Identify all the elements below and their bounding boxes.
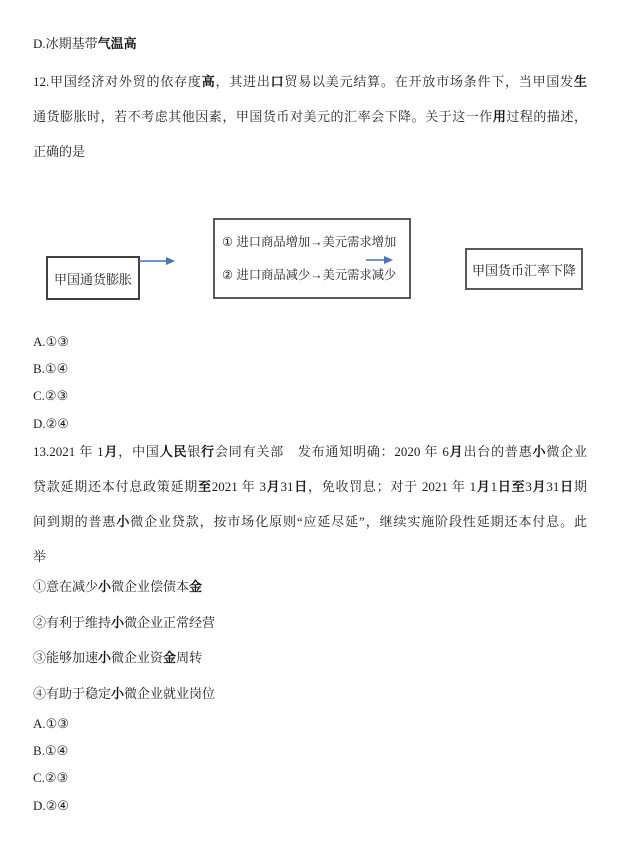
flow-diagram	[0, 195, 620, 320]
prev-question-option-d: D.冰期基带气温高	[33, 36, 137, 51]
question-13-stem	[33, 434, 587, 574]
q13-option-a: A.①③	[33, 715, 69, 731]
exchange-rate-box	[465, 248, 583, 290]
q13-stem-line-3: 间到期的普惠小微企业贷款，按市场化原则“应延尽延”，继续实施阶段性延期还本付息。此	[33, 514, 587, 529]
question-12-stem	[33, 64, 587, 169]
question-13-items	[33, 569, 587, 712]
q13-item-1: ①意在减少小微企业偿债本金	[33, 579, 203, 594]
q12-stem-line-3: 正确的是	[33, 144, 86, 159]
q12-option-d: D.②④	[33, 415, 69, 431]
q13-item-4: ④有助于稳定小微企业就业岗位	[33, 686, 216, 702]
mechanism-line-2: ② 进口商品减少→美元需求减少	[222, 267, 397, 282]
mechanism-line-1: ① 进口商品增加→美元需求增加	[222, 234, 397, 249]
q12-option-b: B.①④	[33, 360, 69, 376]
q13-item-3: ③能够加速小微企业资金周转	[33, 650, 203, 666]
q13-item-2: ②有利于维持小微企业正常经营	[33, 614, 216, 630]
q12-stem-line-2: 通货膨胀时，若不考虑其他因素，甲国货币对美元的汇率会下降。关于这一作用过程的描述，	[33, 109, 587, 124]
right-arrow-icon	[139, 255, 175, 267]
question-13-options	[33, 710, 69, 819]
q12-stem-line-1: 12.甲国经济对外贸的依存度高，其进出口贸易以美元结算。在开放市场条件下，当甲国发生	[33, 74, 587, 89]
inflation-box	[46, 256, 140, 300]
q13-stem-line-4: 举	[33, 549, 47, 564]
q12-option-a: A.①③	[33, 333, 69, 349]
exchange-rate-box-label: 甲国货币汇率下降	[471, 262, 576, 278]
q13-option-b: B.①④	[33, 742, 69, 758]
q13-stem-line-1: 13.2021 年 1月，中国人民银行会同有关部 发布通知明确：2020 年 6月出台的普惠小微企业	[33, 444, 587, 459]
question-12-options	[33, 328, 69, 437]
q13-option-d: D.②④	[33, 797, 69, 813]
right-arrow-icon	[366, 254, 393, 266]
q13-option-c: C.②③	[33, 770, 69, 786]
inflation-box-label: 甲国通货膨胀	[53, 271, 132, 287]
q12-option-c: C.②③	[33, 388, 69, 404]
q13-stem-line-2: 贷款延期还本付息政策延期至2021 年 3月31日，免收罚息；对于 2021 年 1月1日至3月31日期	[33, 479, 587, 494]
